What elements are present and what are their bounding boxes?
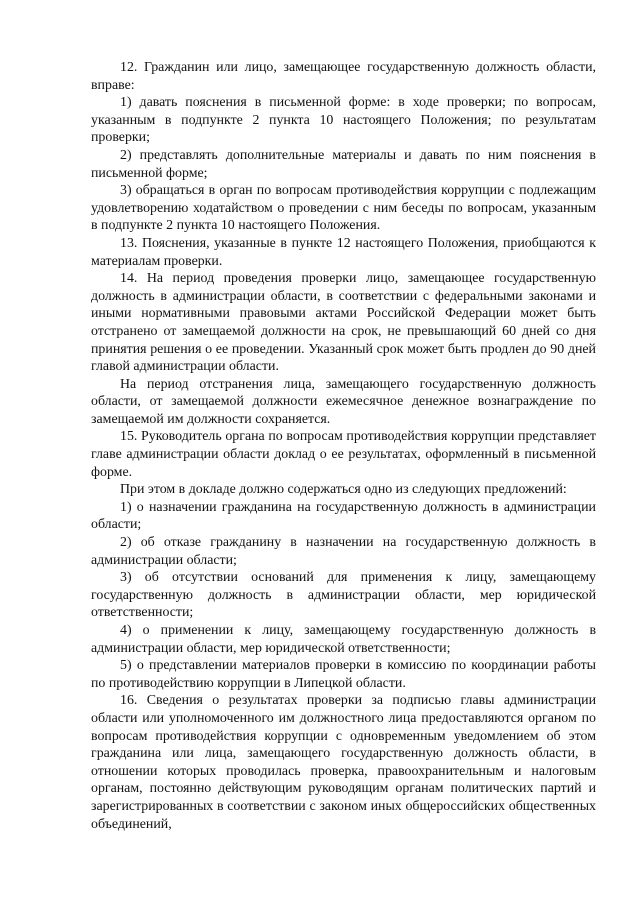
paragraph-15-intro: При этом в докладе должно содержаться одно из следующих предложений: (120, 482, 567, 498)
paragraph-12: 12. Гражданин или лицо, замещающее государственную должность области, вправе: (91, 60, 596, 93)
paragraph-12-item-2: 2) представлять дополнительные материалы и давать по ним пояснения в письменной форме; (91, 147, 596, 181)
paragraph-12-item-3: 3) обращаться в орган по вопросам противодействия коррупции с подлежащим удовлетворению ходатайством о проведении с ним беседы по вопросам, указанным в подпункте 2 пункта 10 настоящего Положения. (91, 183, 596, 234)
paragraph-15: 15. Руководитель органа по вопросам противодействия коррупции представляет главе администрации области доклад о ее результатах, оформленный в письменной форме. (91, 429, 596, 480)
paragraph-15-item-3: 3) об отсутствии оснований для применения к лицу, замещающему государственную должность в администрации области, мер юридической ответственности; (91, 570, 596, 621)
paragraph-15-item-5: 5) о представлении материалов проверки в комиссию по координации работы по противодействию коррупции в Липецкой области. (91, 658, 596, 691)
document-body (91, 59, 596, 833)
paragraph-14-continuation: На период отстранения лица, замещающего государственную должность области, от замещаемой должности ежемесячное денежное вознаграждение по замещаемой им должности сохраняется. (91, 376, 596, 427)
paragraph-16: 16. Сведения о результатах проверки за подписью главы администрации области или уполномоченного им должностного лица предоставляются органом по вопросам противодействия коррупции с одновременным уведомлением об этом гражданина или лица, замещающего государственную должность области, в отношении которых проводилась проверка, правоохранительным и налоговым органам, постоянно действующим руководящим органам политических партий и зарегистрированных в соответствии с законом иных общероссийских общественных объединений, (91, 693, 596, 832)
paragraph-15-item-4: 4) о применении к лицу, замещающему государственную должность в администрации области, мер юридической ответственности; (91, 623, 596, 656)
paragraph-15-item-2: 2) об отказе гражданину в назначении на государственную должность в администрации области; (91, 535, 596, 568)
paragraph-15-item-1: 1) о назначении гражданина на государственную должность в администрации области; (91, 499, 596, 533)
paragraph-14: 14. На период проведения проверки лицо, замещающее государственную должность в администрации области, в соответствии с федеральными законами и иными нормативными правовыми актами Российской Федерации может быть отстранено от замещаемой должности на срок, не превышающий 60 дней со дня принятия решения о ее проведении. Указанный срок может быть продлен до 90 дней главой администрации области. (91, 271, 596, 375)
paragraph-12-item-1: 1) давать пояснения в письменной форме: в ходе проверки; по вопросам, указанным в подпункте 2 пункта 10 настоящего Положения; по результатам проверки; (91, 95, 596, 146)
paragraph-13: 13. Пояснения, указанные в пункте 12 настоящего Положения, приобщаются к материалам проверки. (91, 235, 596, 269)
